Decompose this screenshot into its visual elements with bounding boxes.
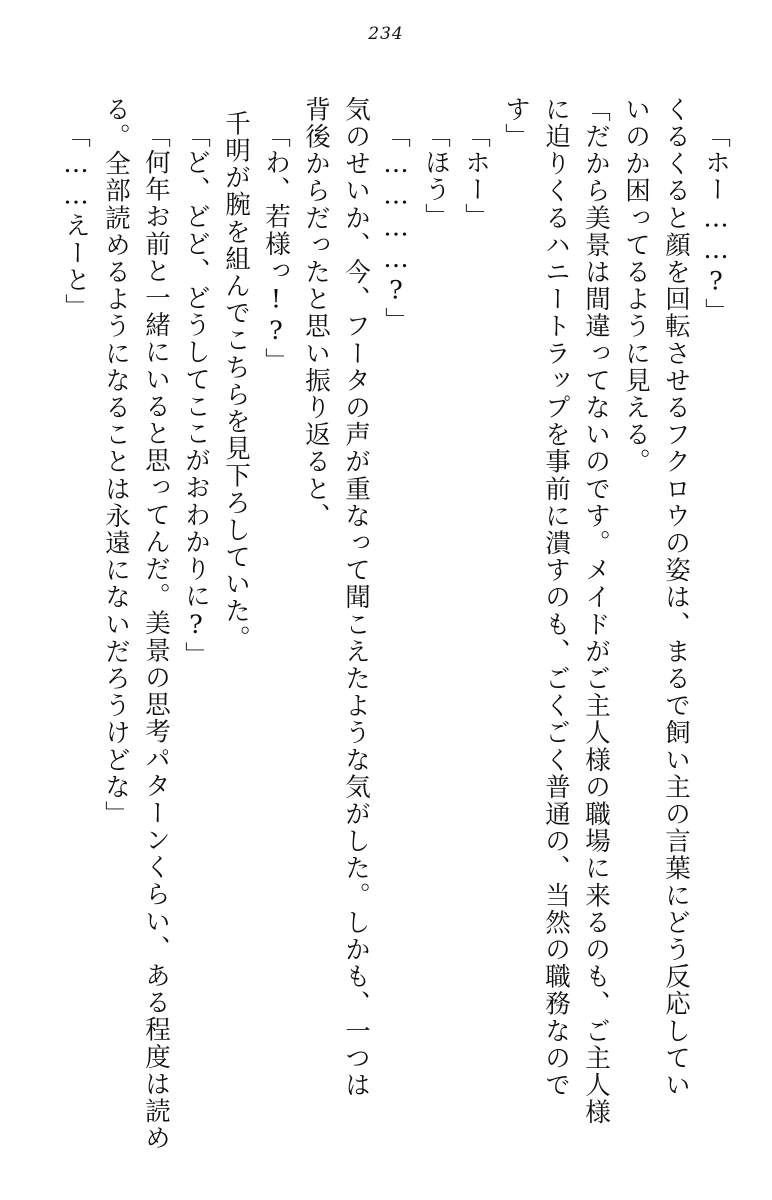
text-column: 「ホー……?」 <box>701 122 731 326</box>
text-column: る。全部読めるようになることは永遠にないだろうけどな」 <box>101 96 131 828</box>
text-column: 「ホー」 <box>461 122 491 231</box>
text-column: 「……えーと」 <box>61 122 91 321</box>
text-column: 「だから美景は間違ってないのです。メイドがご主人様の職場に来るのも、ご主人様 <box>581 96 611 1126</box>
text-column: 「ほう」 <box>421 122 451 231</box>
text-column: す」 <box>501 96 531 151</box>
text-column: 「ど、どど、どうしてここがおわかりに?」 <box>181 122 211 669</box>
text-column: に迫りくるハニートラップを事前に潰すのも、ごくごく普通の、当然の職務なので <box>541 96 571 1099</box>
text-column: いのか困ってるように見える。 <box>621 96 651 476</box>
page-number: 234 <box>368 24 404 44</box>
text-column: 千明が腕を組んでこちらを見下ろしていた。 <box>221 110 251 652</box>
text-column: 気のせいか、今、フータの声が重なって聞こえたような気がした。しかも、一つは <box>341 96 371 1099</box>
text-column: 背後からだったと思い振り返ると、 <box>301 96 331 530</box>
vertical-text-body <box>44 96 731 1158</box>
text-column: 「何年お前と一緒にいると思ってんだ。美景の思考パターンくらい、ある程度は読め <box>141 122 171 1152</box>
text-column: 「…………?」 <box>381 122 411 335</box>
text-column: 「わ、若様っ!?」 <box>261 122 291 375</box>
text-column: くるくると顔を回転させるフクロウの姿は、まるで飼い主の言葉にどう反応してい <box>661 96 691 1099</box>
